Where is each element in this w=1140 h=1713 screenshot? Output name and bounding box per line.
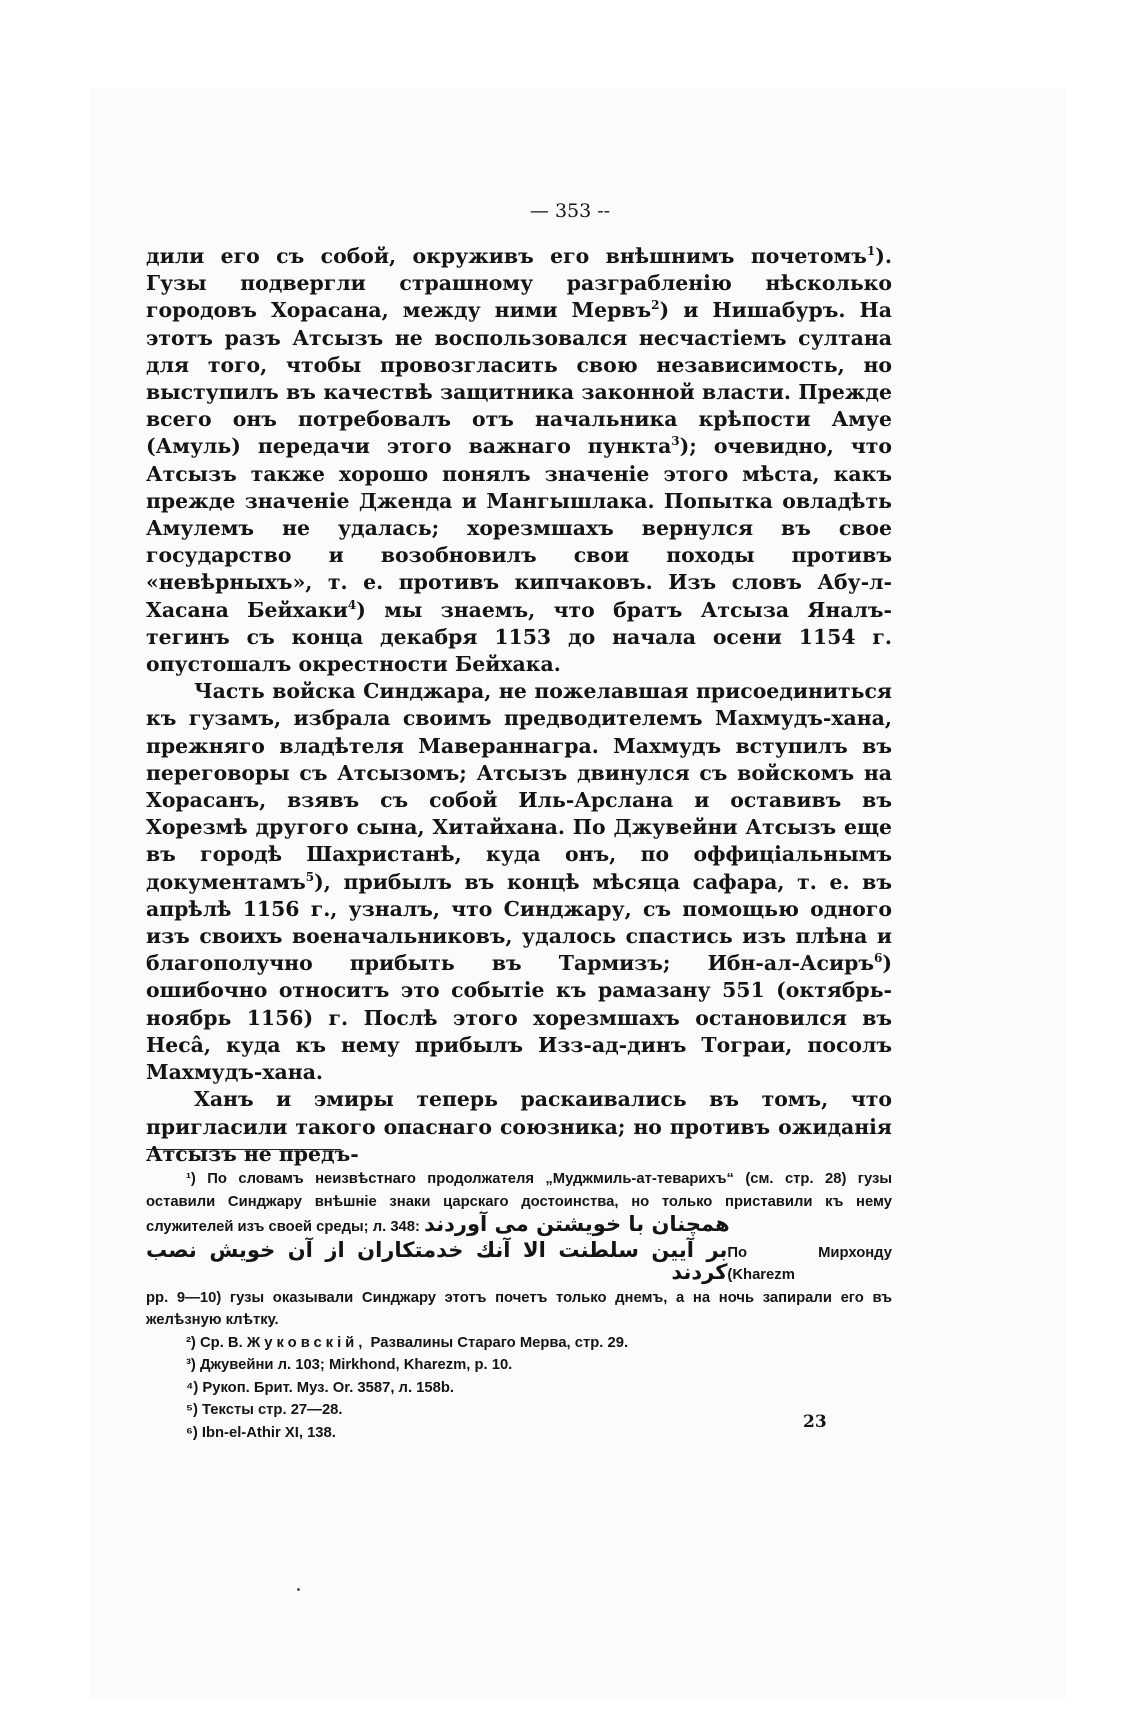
main-text	[146, 243, 892, 1168]
footnote-6: ⁶) Ibn-el-Athir XI, 138.	[186, 1424, 336, 1441]
footnote-ref: 4	[347, 597, 357, 612]
signature-mark: 23	[803, 1412, 827, 1432]
arabic-quote: بر آیین سلطنت الا آنك خدمتکاران از آن خویش نصب کردند	[146, 1237, 728, 1284]
footnote-divider	[146, 1149, 341, 1150]
footnote-ref: 1	[866, 244, 876, 258]
arabic-quote: همچنان با خویشتن می آوردند	[424, 1212, 730, 1236]
footnote-1-cont: pp. 9—10) гузы оказывали Синджару этотъ почетъ только днемъ, а на ночь запирали его въ желѣзную клѣтку.	[146, 1289, 892, 1328]
paragraph-1: дили его съ собой, окруживъ его внѣшнимъ почетомъ$^1$). Гузы подвергли страшному разграбленію нѣсколько городовъ Хорасана, между ними Мервъ$^2$) и Нишабуръ. На этотъ разъ Атсызъ не воспользовался несчастіемъ султана для того, чтобы провозгласить свою независимость, но выступилъ въ качествѣ защитника законной власти. Прежде всего онъ потребовалъ отъ начальника крѣпости Амуе (Амуль) передачи этого важнаго пункта$^3$); очевидно, что Атсызъ также хорошо понялъ значеніе этого мѣста, какъ прежде значеніе Дженда и Мангышлака. Попытка овладѣть Амулемъ не удалась; хорезмшахъ вернулся въ свое государство и возобновилъ свои походы противъ «невѣрныхъ», т. е. противъ кипчаковъ. Изъ словъ Абу-л-Хасана Бейхаки$^4$) мы знаемъ, что братъ Атсыза Яналъ-тегинъ съ конца декабря 1153 до начала осени 1154 г. опустошалъ окрестности Бейхака.	[146, 244, 892, 677]
footnote-ref: 3	[671, 434, 680, 449]
footnote-4: ⁴) Рукоп. Брит. Муз. Or. 3587, л. 158b.	[186, 1379, 455, 1396]
page-number: — 353 --	[529, 200, 611, 222]
footnote-ref: 5	[305, 869, 315, 884]
footnote-3: ³) Джувейни л. 103; Mirkhond, Kharezm, p. 10.	[186, 1357, 513, 1373]
footnote-1: ¹) По словамъ неизвѣстнаго продолжателя „Муджмиль-ат-теварихъ“ (см. стр. 28) гузы оставили Синджару внѣшніе знаки царскаго достоинства, но только приставили къ нему служителей изъ своей среды; л. 348: همچنان با خویشتن می آوردند	[146, 1171, 892, 1236]
paper-speck	[297, 1588, 300, 1591]
footnote-1-arabic-line: بر آیین سلطنت الا آنك خدمتکاران از آن خویش نصب کردند По Мирхонду (Kharezm	[146, 1237, 892, 1284]
footnote-5: ⁵) Тексты стр. 27—28.	[186, 1402, 343, 1418]
footnote-ref: 6	[873, 951, 883, 966]
footnote-2: ²) Ср. В. Жуковскій, Развалины Стараго Мерва, стр. 29.	[186, 1334, 629, 1351]
paragraph-3: Ханъ и эмиры теперь раскаивались въ томъ, что пригласили такого опаснаго союзника; но противъ ожиданія Атсызъ не предъ-	[146, 1087, 892, 1166]
paragraph-2: Часть войска Синджара, не пожелавшая присоединиться къ гузамъ, избрала своимъ предводителемъ Махмудъ-хана, прежняго владѣтеля Мавераннагра. Махмудъ вступилъ въ переговоры съ Атсызомъ; Атсызъ двинулся съ войскомъ на Хорасанъ, взявъ съ собой Иль-Арслана и оставивъ въ Хорезмѣ другого сына, Хитайхана. По Джувейни Атсызъ еще въ городѣ Шахристанѣ, куда онъ, по оффиціальнымъ документамъ$^5$), прибылъ въ концѣ мѣсяца сафара, т. е. въ апрѣлѣ 1156 г., узналъ, что Синджару, съ помощью одного изъ своихъ военачальниковъ, удалось спастись изъ плѣна и благополучно прибыть въ Тармизъ; Ибн-ал-Асиръ$^6$) ошибочно относитъ это событіе къ рамазану 551 (октябрь-ноябрь 1156) г. Послѣ этого хорезмшахъ остановился въ Несâ, куда къ нему прибылъ Изз-ад-динъ Тограи, посолъ Махмудъ-хана.	[146, 679, 892, 1085]
footnote-ref: 2	[651, 298, 660, 313]
footnotes	[146, 1168, 892, 1444]
